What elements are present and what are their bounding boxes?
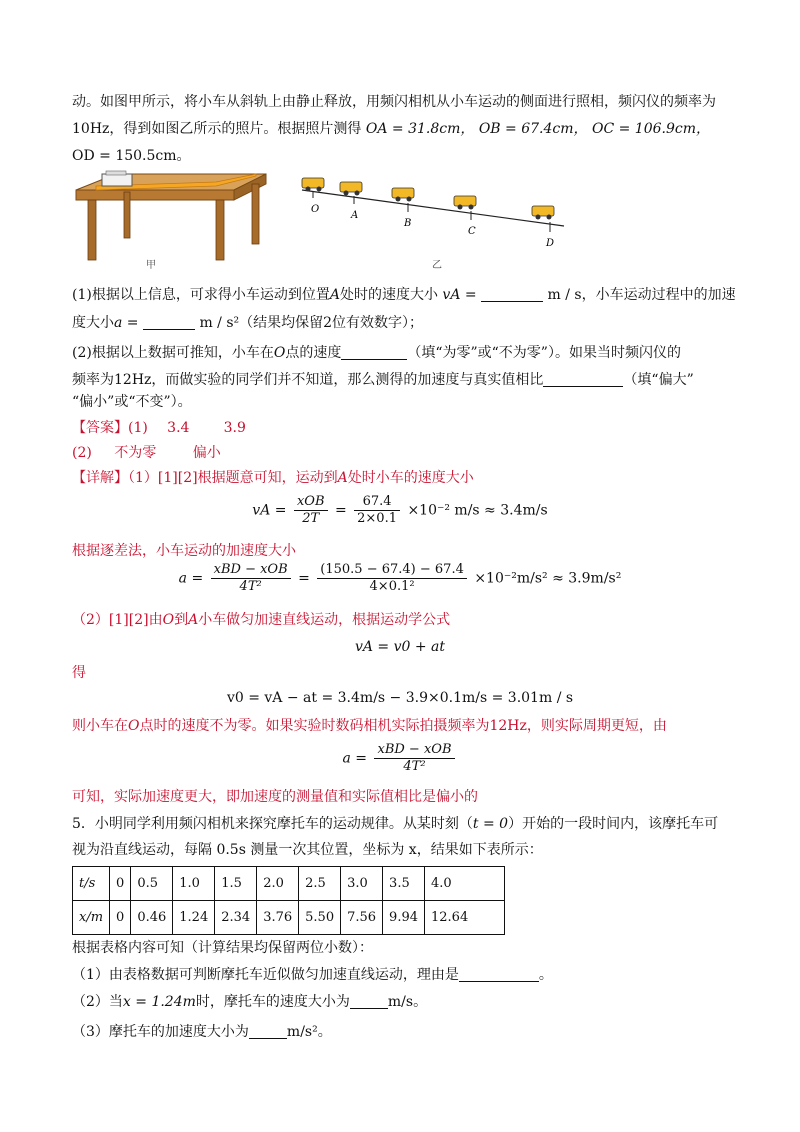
figure-label-yi: 乙 [432, 260, 442, 271]
table-cell: 2.34 [215, 901, 257, 935]
table-cell: 1.24 [173, 901, 215, 935]
detail-line-3 [72, 610, 450, 630]
detail-p3-o: O [162, 612, 175, 628]
eq1-tail: ×10⁻² m/s ≈ 3.4m/s [407, 502, 548, 519]
point-label-a: A [351, 210, 359, 221]
table-cell: 3.0 [341, 867, 383, 901]
detail-p3-a-point: A [188, 612, 199, 628]
q5-sub-3-a: （3）摩托车的加速度大小为 [72, 1024, 249, 1040]
eq5-den: 4T² [403, 759, 426, 774]
table-cell: 4.0 [425, 867, 505, 901]
q5-sub-1 [72, 965, 553, 985]
eq2-f2-den: 4×0.1² [369, 579, 415, 594]
figure-strobe-photo [296, 168, 568, 264]
detail-p1-b: 处时小车的速度大小 [347, 470, 474, 486]
q2-point: O [273, 345, 286, 361]
q5-sub-2-x: x = 1.24m [122, 994, 196, 1010]
q5-text-a: 5．小明同学利用频闪相机来探究摩托车的运动规律。从某时刻（ [72, 816, 473, 832]
q2-line-3: “偏小”或“不变”）。 [72, 394, 192, 410]
eq2-fraction-1 [211, 562, 291, 595]
q1-text-c: 度大小 [72, 315, 114, 331]
q1-unit-1: m / s，小车运动过程中的加速 [547, 287, 736, 303]
eq1-fraction-2 [354, 494, 400, 527]
q5-sub-1-end: 。 [538, 967, 553, 983]
table-cell: 9.94 [383, 901, 425, 935]
detail-p3-a: （2）[1][2]由 [72, 612, 163, 628]
eq2-equals: = [298, 570, 310, 587]
q5-text-b: ）开始的一段时间内，该摩托车可 [508, 816, 719, 832]
answer-tag: 【答案】 [72, 420, 128, 436]
detail-p5-o: O [128, 718, 140, 734]
equation-a [0, 562, 800, 595]
q1-text-b: 处时的速度大小 [339, 287, 438, 303]
table-row-x [73, 901, 505, 935]
q1-va: vA = [442, 287, 477, 303]
eq1-equals: = [334, 502, 347, 519]
table-cell: 1.0 [173, 867, 215, 901]
q2-text-b: 点的速度 [285, 345, 342, 361]
detail-p3-b: 到 [174, 612, 189, 628]
q5-blank-1[interactable] [459, 965, 539, 982]
table-cell: 0.46 [131, 901, 173, 935]
q5-sub-3-unit: m/s²。 [286, 1024, 332, 1040]
q5-sub-1-text: （1）由表格数据可判断摩托车近似做匀加速直线运动，理由是 [72, 967, 459, 983]
table-header-t: t/s [73, 867, 110, 901]
answer-2-value-1: 不为零 [114, 445, 157, 461]
point-label-o: O [311, 204, 320, 215]
detail-line-4: 得 [72, 665, 86, 681]
q1-unit-2: m / s²（结果均保留2位有效数字）； [199, 315, 424, 331]
eq2-f1-den: 4T² [239, 579, 262, 594]
detail-p3-c: 小车做匀加速直线运动，根据运动学公式 [198, 612, 451, 628]
q5-blank-2[interactable] [350, 992, 388, 1009]
q5-t0: t = 0 [472, 816, 509, 832]
table-cell: 2.5 [299, 867, 341, 901]
table-cell: 0 [110, 867, 131, 901]
table-cell: 3.5 [383, 867, 425, 901]
detail-line-2: 根据逐差法，小车运动的加速度大小 [72, 543, 296, 559]
point-label-c: C [468, 226, 476, 237]
detail-p5-b: 点时的速度不为零。如果实验时数码相机实际拍摄频率为12Hz，则实际周期更短，由 [139, 718, 667, 734]
q2-blank-1[interactable] [341, 343, 407, 360]
eq1-lhs: vA = [252, 502, 287, 519]
ob-value: OB = 67.4cm， [478, 121, 588, 137]
equation-kinematic: vA = v0 + at [354, 639, 446, 655]
eq1-f2-den: 2×0.1 [357, 511, 397, 526]
answer-1-value-2: 3.9 [223, 420, 246, 436]
q5-line-1 [72, 814, 718, 834]
q2-text-a: (2)根据以上数据可推知，小车在 [72, 345, 274, 361]
answer-line-1 [72, 418, 261, 438]
od-value: OD = 150.5cm。 [72, 148, 191, 164]
q5-sub-3 [72, 1022, 332, 1042]
table-cell: 3.76 [257, 901, 299, 935]
equation-va [0, 494, 800, 527]
cart-c [454, 196, 476, 220]
answer-1-label: (1) [128, 420, 148, 436]
q1-line-1 [72, 285, 736, 305]
table-cell: 0.5 [131, 867, 173, 901]
table-cell: 1.5 [215, 867, 257, 901]
answer-1-value-1: 3.4 [167, 420, 190, 436]
point-label-b: B [404, 218, 412, 229]
q5-sub-2-a: （2）当 [72, 994, 123, 1010]
eq2-lhs: a = [178, 570, 204, 587]
q5-sub-2-b: 时，摩托车的速度大小为 [195, 994, 350, 1010]
eq2-f1-num: xBD − xOB [211, 562, 291, 579]
data-table [72, 866, 505, 935]
cart-b [392, 188, 414, 212]
cart-o [302, 178, 324, 198]
q2-line-2 [72, 370, 694, 390]
q5-note: 根据表格内容可知（计算结果均保留两位小数）： [72, 940, 373, 956]
eq1-f1-den: 2T [302, 511, 320, 526]
table-cell: 0 [110, 901, 131, 935]
table-header-x: x/m [73, 901, 110, 935]
table-cell: 7.56 [341, 901, 383, 935]
equation-a-period [0, 742, 800, 775]
detail-p1-a: （1）[1][2]根据题意可知，运动到 [128, 470, 338, 486]
oa-value: OA = 31.8cm， [365, 121, 475, 137]
q2-blank-2[interactable] [543, 370, 623, 387]
q2-line-1 [72, 343, 681, 363]
q5-sub-2 [72, 992, 427, 1012]
table-cell: 2.0 [257, 867, 299, 901]
eq5-lhs: a = [342, 750, 368, 767]
q1-a-eq: a = [114, 315, 139, 331]
eq1-f1-num: xOB [294, 494, 328, 511]
q5-blank-3[interactable] [249, 1022, 287, 1039]
q2-text-c: （填“为零”或“不为零”）。如果当时频闪仪的 [407, 345, 681, 361]
q1-text-a: (1)根据以上信息，可求得小车运动到位置 [72, 287, 330, 303]
table-row-t [73, 867, 505, 901]
q1-line-2 [72, 313, 423, 333]
answer-2-value-2: 偏小 [192, 445, 221, 461]
figure-table-cart [66, 168, 276, 268]
oc-value: OC = 106.9cm， [591, 121, 710, 137]
eq5-num: xBD − xOB [374, 742, 454, 759]
q5-sub-2-unit: m/s。 [387, 994, 428, 1010]
q1-blank-va[interactable] [481, 285, 543, 302]
equation-v0: v0 = vA − at = 3.4m/s − 3.9×0.1m/s = 3.01m / s [226, 690, 574, 706]
intro-line-2 [72, 119, 710, 139]
point-label-d: D [546, 238, 555, 249]
detail-line-1 [72, 468, 474, 488]
q2-text-d: 频率为12Hz，而做实验的同学们并不知道，那么测得的加速度与真实值相比 [72, 372, 544, 388]
eq1-f2-num: 67.4 [354, 494, 400, 511]
answer-line-2 [72, 443, 235, 463]
intro-line-1: 动。如图甲所示，将小车从斜轨上由静止释放，用频闪相机从小车运动的侧面进行照相，频闪仪的频率为 [72, 94, 716, 110]
eq2-fraction-2 [317, 562, 467, 595]
q5-line-2: 视为沿直线运动，每隔 0.5s 测量一次其位置，坐标为 x，结果如下表所示： [72, 842, 543, 858]
detail-p1-point: A [337, 470, 348, 486]
eq2-f2-num: (150.5 − 67.4) − 67.4 [317, 562, 467, 579]
eq2-tail: ×10⁻²m/s² ≈ 3.9m/s² [474, 570, 622, 587]
table-cell: 12.64 [425, 901, 505, 935]
detail-line-5 [72, 716, 667, 736]
detail-tag: 【详解】 [72, 470, 128, 486]
detail-line-6: 可知，实际加速度更大，即加速度的测量值和实际值相比是偏小的 [72, 789, 478, 805]
cart-d [532, 206, 554, 232]
eq5-fraction [374, 742, 454, 775]
answer-2-label: (2) [72, 445, 92, 461]
q1-point: A [329, 287, 340, 303]
figure-label-jia: 甲 [146, 260, 156, 271]
eq1-fraction-1 [294, 494, 328, 527]
cart-a [340, 182, 362, 204]
intro-line-2-text: 10Hz，得到如图乙所示的照片。根据照片测得 [72, 121, 362, 137]
table-cell: 5.50 [299, 901, 341, 935]
q2-text-e: （填“偏大” [623, 372, 694, 388]
detail-p5-a: 则小车在 [72, 718, 128, 734]
q1-blank-a[interactable] [143, 313, 195, 330]
